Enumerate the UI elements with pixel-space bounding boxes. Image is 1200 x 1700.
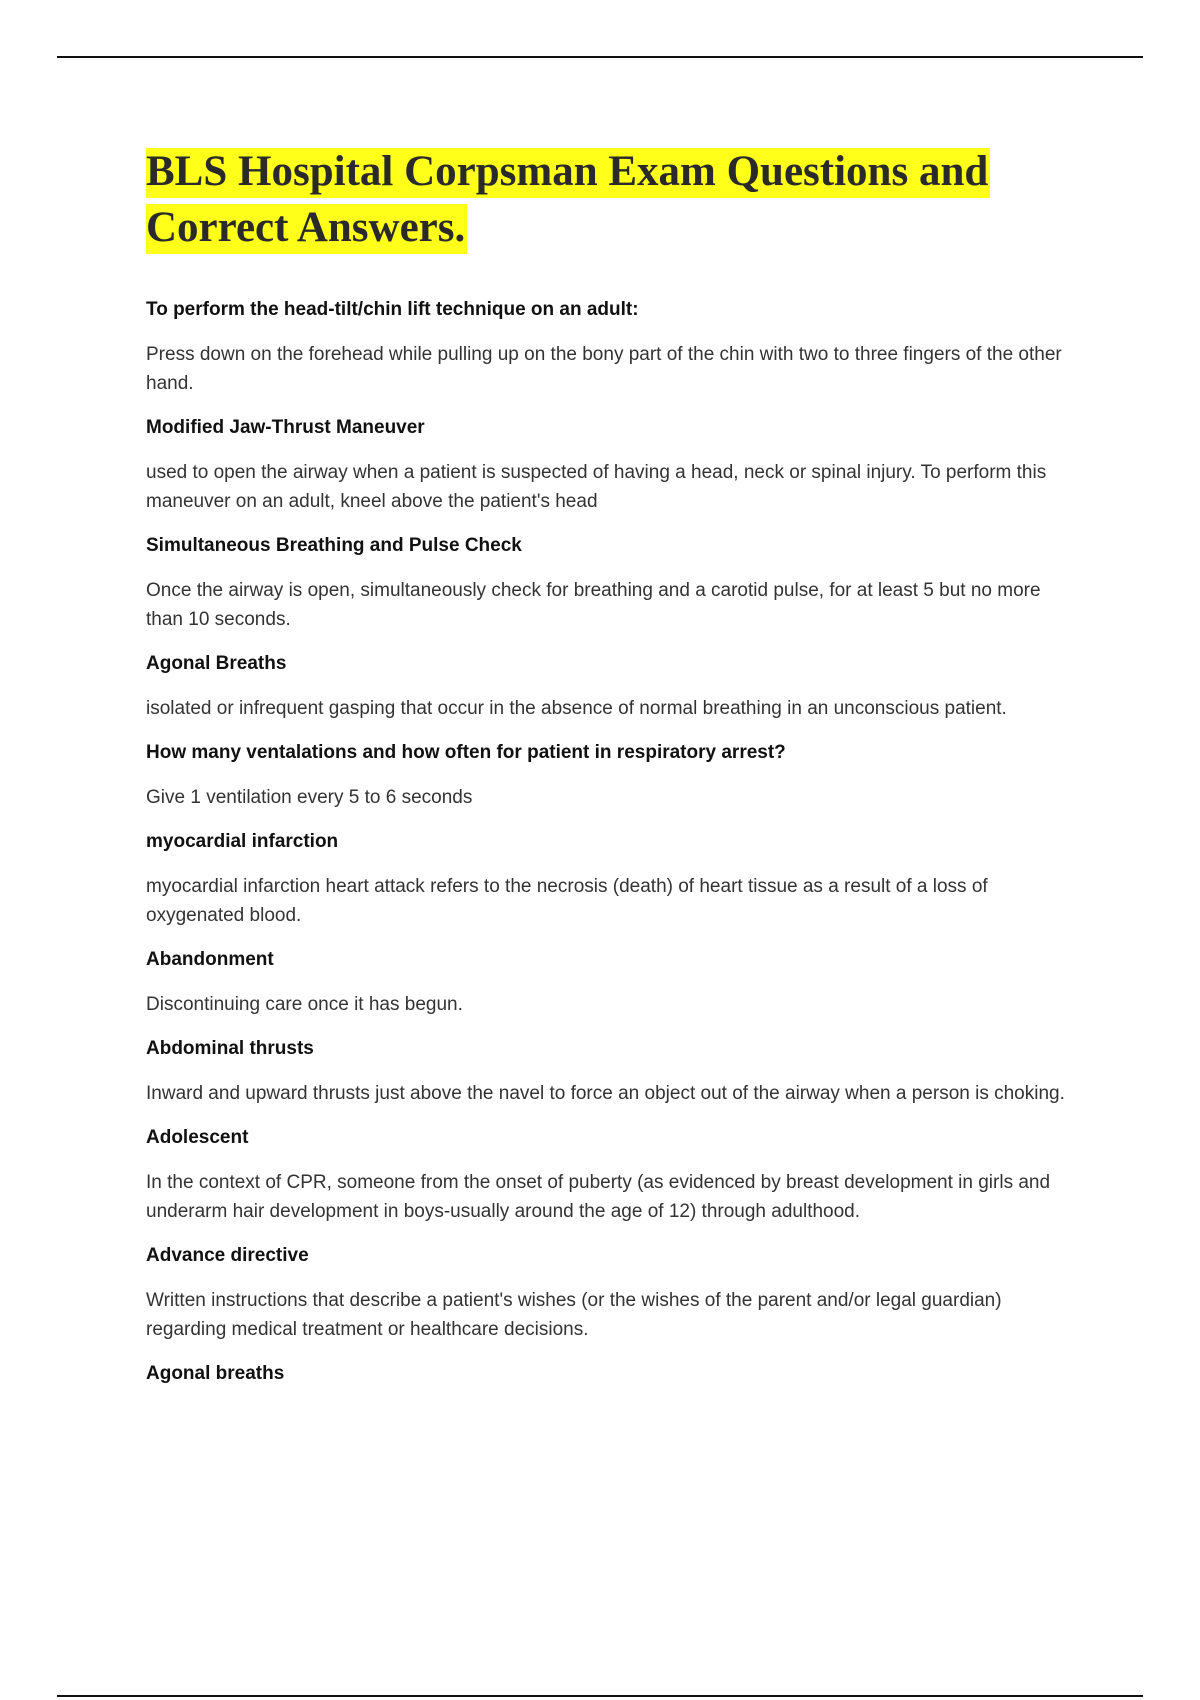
question: Agonal Breaths [146,653,287,674]
question: Abdominal thrusts [146,1038,314,1059]
question: Advance directive [146,1245,309,1266]
document-title [146,144,1076,256]
qa-item [146,739,1076,812]
answer: used to open the airway when a patient is suspected of having a head, neck or spinal injury. To perform this maneuver on an adult, kneel above the patient's head [146,462,1047,512]
qa-item [146,1124,1076,1226]
top-rule [57,56,1143,58]
qa-item [146,532,1076,634]
answer: In the context of CPR, someone from the onset of puberty (as evidenced by breast development in girls and underarm hair development in boys-usually around the age of 12) through adulthood. [146,1172,1051,1222]
document-body [146,144,1076,1404]
qa-item [146,650,1076,723]
question: myocardial infarction [146,831,339,852]
document-title-text: BLS Hospital Corpsman Exam Questions and Correct Answers. [146,148,990,254]
question: Agonal breaths [146,1363,285,1384]
question: Adolescent [146,1127,249,1148]
answer: Once the airway is open, simultaneously check for breathing and a carotid pulse, for at least 5 but no more than 10 seconds. [146,580,1041,630]
answer: myocardial infarction heart attack refers to the necrosis (death) of heart tissue as a result of a loss of oxygenated blood. [146,876,988,926]
answer: isolated or infrequent gasping that occur in the absence of normal breathing in an unconscious patient. [146,698,1007,719]
qa-item [146,1035,1076,1108]
question: How many ventalations and how often for patient in respiratory arrest? [146,742,786,763]
question: To perform the head-tilt/chin lift technique on an adult: [146,299,639,320]
qa-item [146,296,1076,398]
question: Simultaneous Breathing and Pulse Check [146,535,522,556]
answer: Written instructions that describe a patient's wishes (or the wishes of the parent and/or legal guardian) regarding medical treatment or healthcare decisions. [146,1290,1002,1340]
question: Abandonment [146,949,274,970]
question: Modified Jaw-Thrust Maneuver [146,417,425,438]
qa-item [146,1242,1076,1344]
bottom-rule [57,1695,1143,1697]
qa-item [146,946,1076,1019]
qa-item [146,414,1076,516]
answer: Give 1 ventilation every 5 to 6 seconds [146,787,473,808]
answer: Discontinuing care once it has begun. [146,994,463,1015]
qa-item [146,828,1076,930]
answer: Press down on the forehead while pulling up on the bony part of the chin with two to three fingers of the other hand. [146,344,1062,394]
qa-item [146,1360,1076,1388]
answer: Inward and upward thrusts just above the navel to force an object out of the airway when a person is choking. [146,1083,1065,1104]
